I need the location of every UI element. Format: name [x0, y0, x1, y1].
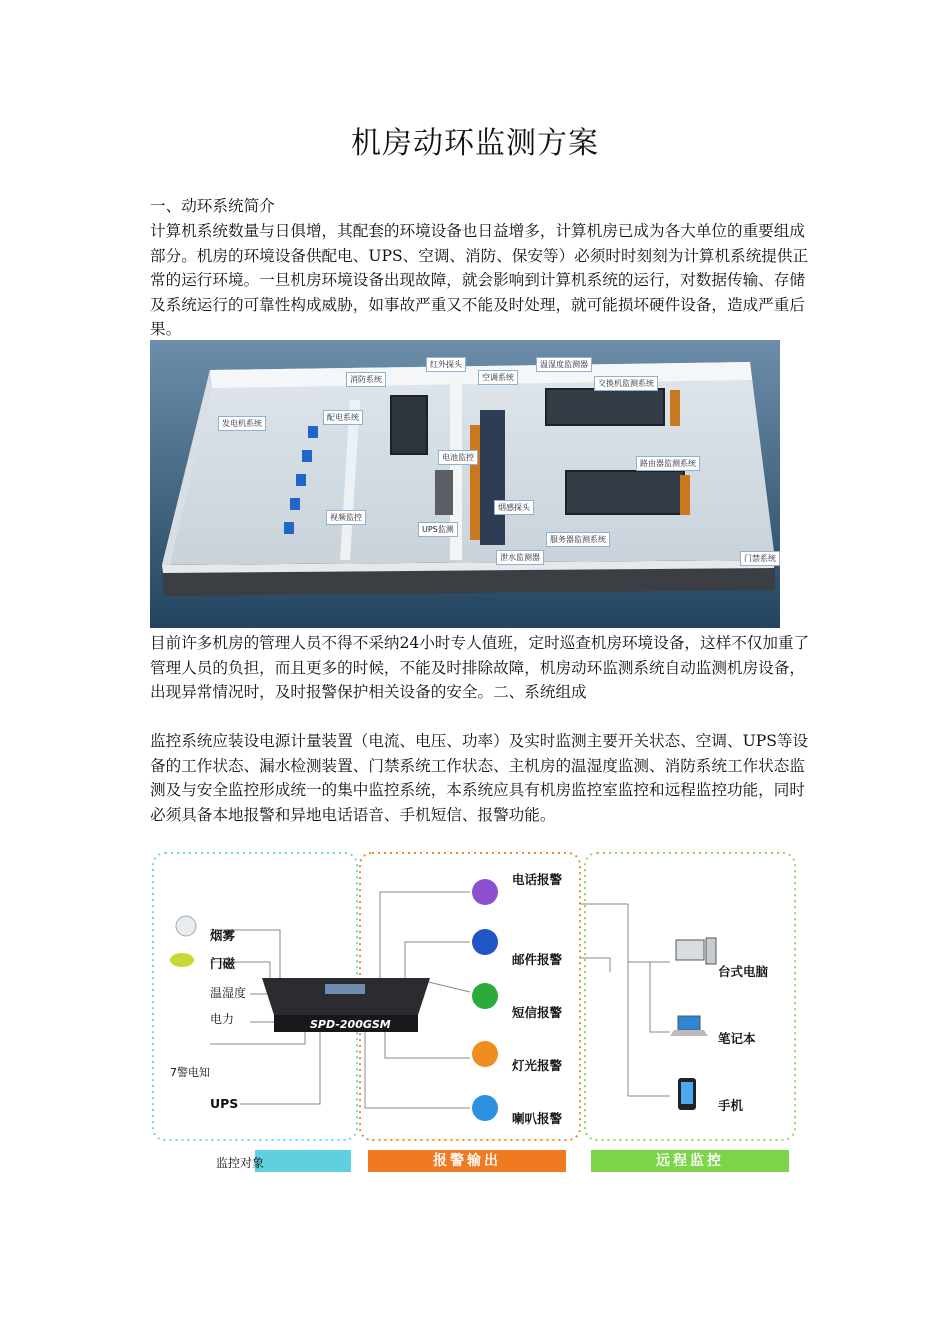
input-ups: UPS: [210, 1096, 239, 1111]
fp-label-infrared: 红外探头: [426, 357, 466, 372]
device-model: SPD-200GSM: [310, 1018, 391, 1031]
fp-label-server: 服务器监测系统: [546, 532, 610, 547]
badge-monitor-objects: 监控对象: [216, 1156, 265, 1170]
diagram-frame: [150, 850, 800, 1180]
badge-alarm-output: 报警输出: [433, 1153, 501, 1169]
badge-remote-monitor: 远程监控: [656, 1153, 724, 1169]
page-title: 机房动环监测方案: [351, 126, 599, 161]
section-heading: 一、动环系统简介: [150, 197, 275, 215]
fp-label-power: 配电系统: [323, 410, 363, 425]
fp-label-ups: UPS监测: [418, 522, 458, 537]
fp-label-router: 路由器监测系统: [636, 456, 700, 471]
input-temp-humidity: 温湿度: [210, 986, 247, 1000]
fp-label-battery: 电池监控: [438, 450, 478, 465]
remote-desktop: 台式电脑: [718, 964, 769, 979]
input-power: 电力: [210, 1012, 235, 1026]
alarm-sms: 短信报警: [512, 1005, 563, 1020]
fp-label-generator: 发电机系统: [218, 416, 266, 431]
paragraph-2: 目前许多机房的管理人员不得不采纳24小时专人值班，定时巡查机房环境设备，这样不仅加重了管理人员的负担，而且更多的时候，不能及时排除故障，机房动环监测系统自动监测机房设备，出现异常情况时，及时报警保护相关设备的安全。二、系统组成: [150, 634, 810, 701]
alarm-email: 邮件报警: [512, 952, 563, 967]
fp-label-temp: 温湿度监测器: [536, 357, 592, 372]
remote-phone: 手机: [718, 1098, 744, 1113]
fp-label-fire: 消防系统: [346, 372, 386, 387]
fp-label-smoke: 烟感探头: [494, 500, 534, 515]
fp-label-switch: 交换机监测系统: [594, 376, 658, 391]
fp-label-video: 视频监控: [326, 510, 366, 525]
input-door: 门磁: [210, 956, 236, 971]
fp-label-leak: 泄水监测器: [496, 550, 544, 565]
system-diagram: [150, 850, 800, 1180]
fp-label-aircon: 空调系统: [478, 370, 518, 385]
alarm-light: 灯光报警: [512, 1058, 563, 1073]
alarm-phone: 电话报警: [512, 872, 563, 887]
floorplan-drawing: [150, 340, 780, 628]
alarm-speaker: 喇叭报警: [512, 1111, 563, 1126]
remote-laptop: 笔记本: [718, 1031, 756, 1046]
paragraph-3: 监控系统应装设电源计量装置（电流、电压、功率）及实时监测主要开关状态、空调、UPS等设备的工作状态、漏水检测装置、门禁系统工作状态、主机房的温湿度监测、消防系统工作状态监测及与安全监控形成统一的集中监控系统，本系统应具有机房监控室监控和远程监控功能，同时必须具备本地报警和异地电话语音、手机短信、报警功能。: [150, 732, 809, 824]
input-alarm-phone: 7警电知: [170, 1066, 210, 1079]
fp-label-door: 门禁系统: [740, 551, 780, 566]
intro-paragraph: 计算机系统数量与日俱增，其配套的环境设备也日益增多，计算机房已成为各大单位的重要组成部分。机房的环境设备供配电、UPS、空调、消防、保安等）必须时时刻刻为计算机系统提供正常的运行环境。一旦机房环境设备出现故障，就会影响到计算机系统的运行，对数据传输、存储及系统运行的可靠性构成威胁，如事故严重又不能及时处理，就可能损坏硬件设备，造成严重后果。: [150, 222, 809, 338]
input-smoke: 烟雾: [210, 928, 236, 943]
machine-room-floorplan: [150, 340, 780, 628]
